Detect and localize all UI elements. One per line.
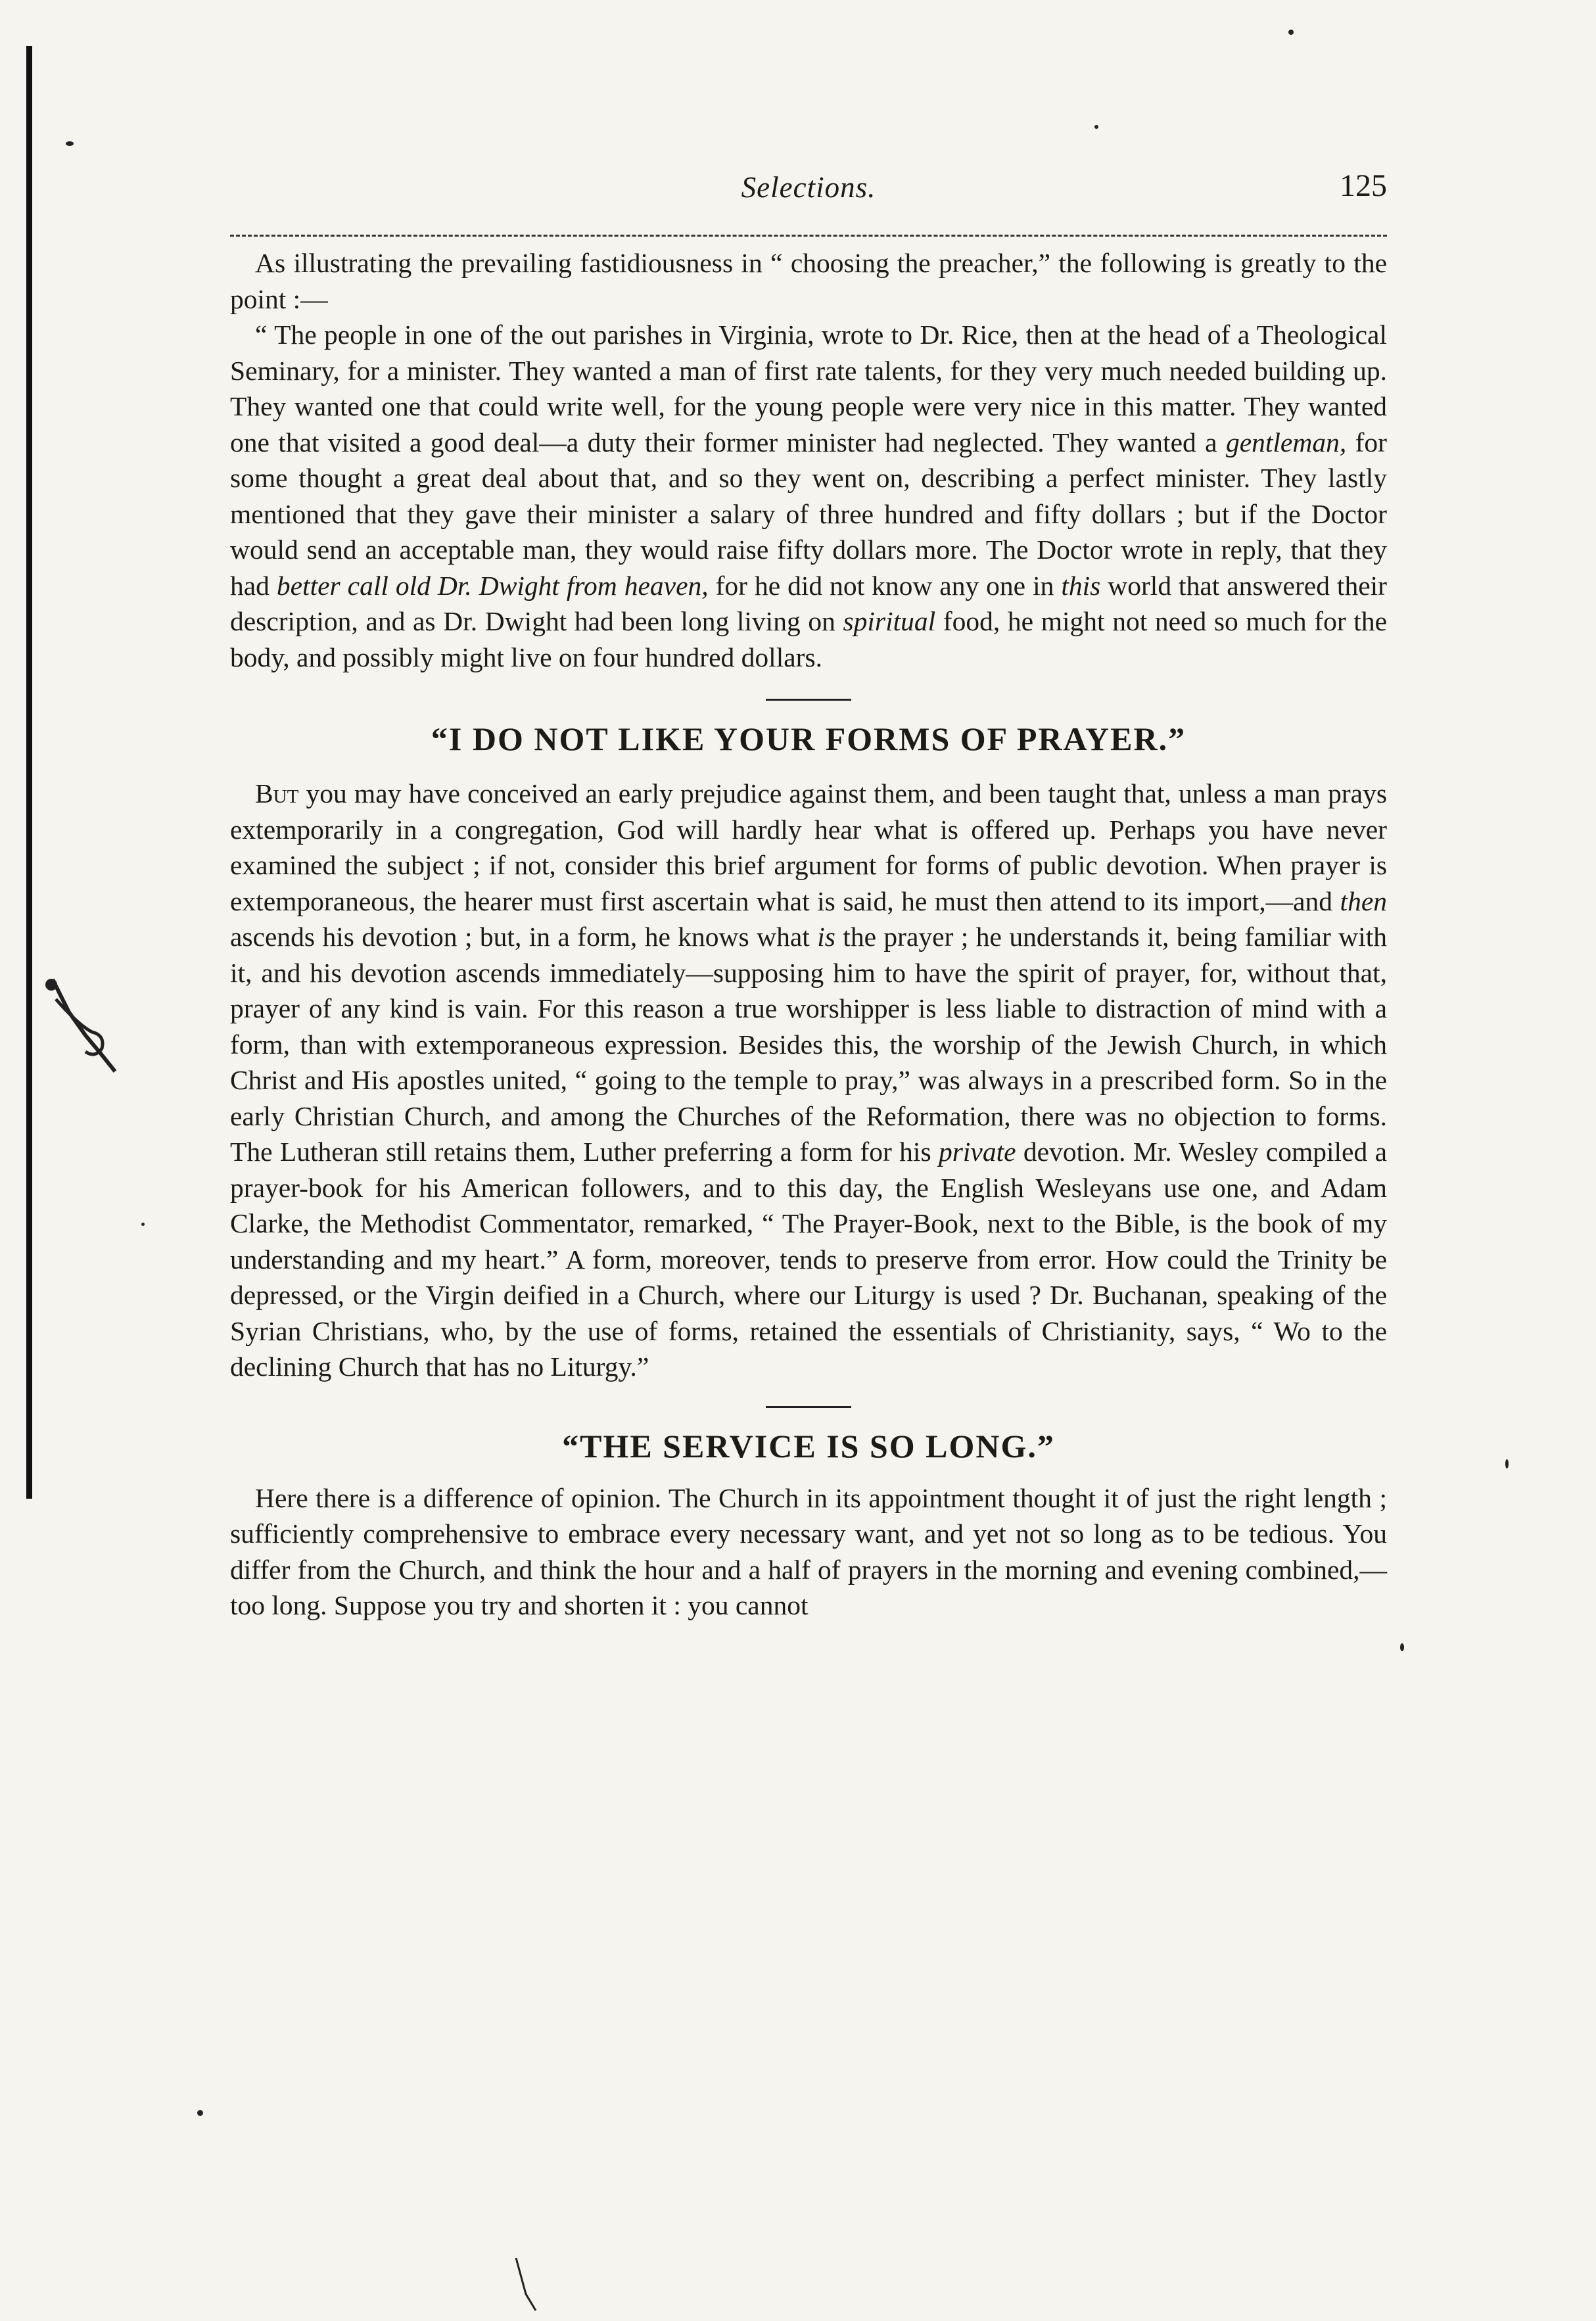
section-heading-service-is-long: “THE SERVICE IS SO LONG.”	[562, 1427, 1055, 1465]
text-run: the prayer ; he understands it, being familiar with it, and his devotion ascends immediately—supposing him to have the spirit of prayer, for, without that, prayer of any kind is vain. For this reason a true worshipper is less liable to distraction of mind with a form, than with extemporaneous expression. Besides this, the worship of the Jewish Church, in which Christ and His apostles united, “ going to the temple to pray,” was always in a prescribed form. So in the early Christian Church, and among the Churches of the Reformation, there was no objection to forms. The Lutheran still retains them, Luther preferring a form for his	[230, 922, 1387, 1167]
ink-speck	[197, 2110, 203, 2116]
italic-text: private	[938, 1137, 1016, 1167]
italic-text: better call old Dr. Dwight from heaven,	[276, 570, 709, 601]
lead-word: But	[255, 778, 299, 809]
ink-speck	[141, 1223, 145, 1226]
italic-text: gentleman,	[1225, 427, 1347, 457]
running-title: Selections.	[741, 171, 876, 204]
text-run: you may have conceived an early prejudice against them, and been taught that, unless a man prays extemporarily in a congregation, God will hardly hear what is offered up. Perhaps you have never examined the subject ; if not, consider this brief argument for forms of public devotion. When prayer is extemporaneous, the hearer must first ascertain what is said, he must then attend to its import,—and	[230, 778, 1387, 916]
italic-text: this	[1061, 570, 1101, 601]
section-heading-forms-of-prayer: “I DO NOT LIKE YOUR FORMS OF PRAYER.”	[431, 720, 1186, 757]
intro-paragraph: As illustrating the prevailing fastidiousness in “ choosing the preacher,” the following is greatly to the point :—	[230, 248, 1387, 314]
pointing-hand-icon	[39, 973, 125, 1085]
italic-text: is	[817, 922, 835, 952]
text-run: for some thought a great deal about that, and so they went on, describing a perfect minister. They lastly mentioned that they gave their minister a salary of three hundred and fifty dollars ; but if the Doctor would send an acceptable man, they would raise fifty dollars more. The Doctor wrote in reply, that they had	[230, 427, 1387, 601]
text-run: “ The people in one of the out parishes in Virginia, wrote to Dr. Rice, then at the head of a Theological Seminary, for a minister. They wanted a man of first rate talents, for they very much needed building up. They wanted one that could write well, for the young people were very nice in this matter. They wanted one that visited a good deal—a duty their former minister had neglected. They wanted a	[230, 319, 1387, 457]
header-rule	[230, 235, 1387, 237]
text-run: ascends his devotion ; but, in a form, he knows what	[230, 922, 818, 952]
ink-speck	[1094, 125, 1098, 129]
text-run: food, he might not need so much for the body, and possibly might live on four hundred dollars.	[230, 606, 1387, 672]
page-column	[230, 168, 1387, 1624]
ink-speck	[66, 141, 74, 146]
ink-speck	[1288, 30, 1294, 35]
anecdote-paragraph	[230, 317, 1387, 675]
text-run: world that answered their description, and as Dr. Dwight had been long living on	[230, 570, 1387, 636]
text-run: devotion. Mr. Wesley compiled a prayer-book for his American followers, and to this day, the English Wesleyans use one, and Adam Clarke, the Methodist Commentator, remarked, “ The Prayer-Book, next to the Bible, is the book of my understanding and my heart.” A form, moreover, tends to preserve from error. How could the Trinity be depressed, or the Virgin deified in a Church, where our Liturgy is used ? Dr. Buchanan, speaking of the Syrian Christians, who, by the use of forms, retained the essentials of Christianity, says, “ Wo to the declining Church that has no Liturgy.”	[230, 1137, 1387, 1382]
italic-text: spiritual	[843, 606, 936, 636]
service-length-paragraph: Here there is a difference of opinion. The Church in its appointment thought it of just the right length ; sufficiently comprehensive to embrace every necessary want, and yet not so long as to be tedious. You differ from the Church, and think the hour and a half of prayers in the morning and evening combined,—too long. Suppose you try and shorten it : you cannot	[230, 1482, 1387, 1620]
forms-of-prayer-paragraph	[230, 776, 1387, 1385]
page-edge-shadow	[26, 46, 32, 1499]
ink-speck	[1505, 1459, 1509, 1468]
page-number: 125	[1340, 168, 1387, 203]
italic-text: then	[1340, 885, 1387, 916]
text-run: for he did not know any one in	[708, 570, 1062, 601]
scan-mark	[513, 2255, 539, 2314]
ink-speck	[1400, 1643, 1404, 1651]
running-head	[230, 168, 1387, 214]
